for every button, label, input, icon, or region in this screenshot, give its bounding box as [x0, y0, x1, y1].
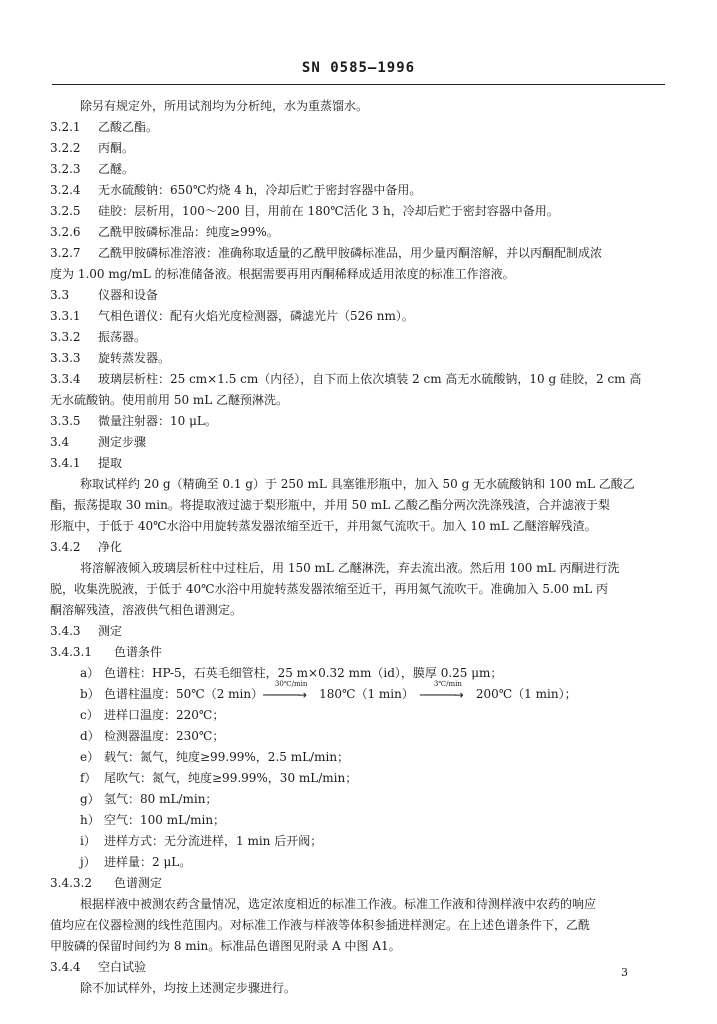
section-text: 硅胶：层析用，100～200 目，用前在 180℃活化 3 h，冷却后贮于密封容器中备用。 [98, 204, 559, 218]
list-text: 载气：氮气，纯度≥99.99%，2.5 mL/min； [104, 750, 350, 764]
list-text: 进样量：2 μL。 [104, 855, 192, 869]
section-number: 3.3.2 [50, 330, 81, 344]
section-item [50, 348, 650, 369]
list-text: 空气：100 mL/min； [104, 813, 226, 827]
section-item [50, 327, 650, 348]
header-rule [52, 84, 665, 85]
column-temp-start: 50℃（2 min） [176, 687, 264, 701]
section-item [50, 159, 650, 180]
section-number: 3.2.6 [50, 225, 81, 239]
section-number: 3.4.3.1 [50, 645, 92, 659]
ramp-rate-label: 30℃/min [274, 679, 308, 688]
section-number: 3.3.4 [50, 372, 81, 386]
section-item [50, 285, 650, 306]
paragraph-line: 称取试样约 20 g（精确至 0.1 g）于 250 mL 具塞锥形瓶中，加入 50 g 无水硫酸钠和 100 mL 乙酸乙 [80, 477, 635, 491]
list-item [50, 810, 650, 831]
section-item [50, 222, 650, 243]
section-text: 乙醚。 [98, 162, 135, 176]
ramp-rate-label: 3℃/min [433, 679, 462, 688]
paragraph-line: 除另有规定外，所用试剂均为分析纯，水为重蒸馏水。 [80, 99, 369, 113]
page-number: 3 [621, 966, 628, 979]
section-text: 测定 [98, 624, 123, 638]
paragraph-line: 酮溶解残渣，溶液供气相色谱测定。 [50, 603, 243, 617]
section-text: 测定步骤 [98, 435, 147, 449]
section-text: 仪器和设备 [98, 288, 159, 302]
paragraph-line: 酯，振荡提取 30 min。将提取液过滤于梨形瓶中，并用 50 mL 乙酸乙酯分两次洗涤残渣，合并滤液于梨 [50, 498, 610, 512]
section-number: 3.3 [50, 288, 70, 302]
section-number: 3.2.3 [50, 162, 81, 176]
section-item [50, 201, 650, 222]
list-text: 尾吹气：氮气，纯度≥99.99%，30 mL/min； [104, 771, 358, 785]
list-label: a） [80, 666, 100, 680]
section-number: 3.2.1 [50, 120, 81, 134]
section-text: 乙酰甲胺磷标准品：纯度≥99%。 [98, 225, 279, 239]
section-item [50, 117, 650, 138]
section-number: 3.2.4 [50, 183, 81, 197]
paragraph-line: 度为 1.00 mg/mL 的标准储备液。根据需要再用丙酮稀释成适用浓度的标准工作溶液。 [50, 267, 515, 281]
section-number: 3.4.1 [50, 456, 81, 470]
section-number: 3.4.2 [50, 540, 81, 554]
list-item [50, 705, 650, 726]
section-item [50, 537, 650, 558]
paragraph-line: 除不加试样外，均按上述测定步骤进行。 [80, 981, 297, 995]
list-label: c） [80, 708, 99, 722]
list-text: 进样口温度：220℃； [104, 708, 225, 722]
section-text: 色谱条件 [114, 645, 163, 659]
section-text: 旋转蒸发器。 [98, 351, 171, 365]
section-number: 3.3.1 [50, 309, 81, 323]
list-label: h） [80, 813, 100, 827]
section-number: 3.2.2 [50, 141, 81, 155]
list-item [50, 789, 650, 810]
section-item [50, 621, 650, 642]
column-temp-mid: 180℃（1 min） [319, 687, 414, 701]
section-text: 净化 [98, 540, 123, 554]
list-label: d） [80, 729, 100, 743]
section-text: 乙酰甲胺磷标准溶液：准确称取适量的乙酰甲胺磷标准品，用少量丙酮溶解，并以丙酮配制成浓 [98, 246, 603, 260]
list-item [50, 663, 650, 684]
paragraph-line: 将溶解液倾入玻璃层析柱中过柱后，用 150 mL 乙醚淋洗，弃去流出液。然后用 100 mL 丙酮进行洗 [80, 561, 620, 575]
arrow-icon: ────────→ [263, 687, 304, 702]
list-item [50, 747, 650, 768]
section-item [50, 138, 650, 159]
section-item [50, 432, 650, 453]
section-item [50, 873, 650, 894]
section-text: 无水硫酸钠：650℃灼烧 4 h，冷却后贮于密封容器中备用。 [98, 183, 422, 197]
section-text: 空白试验 [98, 960, 147, 974]
paragraph-line: 根据样液中被测农药含量情况，选定浓度相近的标准工作液。标准工作液和待测样液中农药的响应 [80, 897, 597, 911]
list-label: b） [80, 687, 100, 701]
list-item [50, 831, 650, 852]
section-text: 提取 [98, 456, 123, 470]
list-item [50, 726, 650, 747]
list-label: g） [80, 792, 100, 806]
section-text: 振荡器。 [98, 330, 147, 344]
list-item [50, 852, 650, 873]
list-label: i） [80, 834, 96, 848]
section-item [50, 369, 650, 390]
list-label: f） [80, 771, 97, 785]
paragraph-line: 无水硫酸钠。使用前用 50 mL 乙醚预淋洗。 [50, 393, 289, 407]
section-number: 3.2.7 [50, 246, 81, 260]
page-header: SN 0585—1996 [301, 60, 416, 76]
arrow-icon: ────────→ [419, 687, 461, 702]
section-number: 3.4.4 [50, 960, 81, 974]
list-label: e） [80, 750, 100, 764]
section-number: 3.4.3.2 [50, 876, 92, 890]
section-text: 微量注射器：10 μL。 [98, 414, 217, 428]
list-item-column-temperature [50, 679, 650, 705]
list-label: j） [80, 855, 96, 869]
section-text: 乙酸乙酯。 [98, 120, 159, 134]
list-text: 检测器温度：230℃； [104, 729, 225, 743]
ramp-arrow [419, 679, 476, 702]
list-text: 进样方式：无分流进样，1 min 后开阀； [104, 834, 323, 848]
section-number: 3.3.5 [50, 414, 81, 428]
section-item [50, 453, 650, 474]
section-item [50, 180, 650, 201]
paragraph-line: 甲胺磷的保留时间约为 8 min。标准品色谱图见附录 A 中图 A1。 [50, 939, 401, 953]
section-item [50, 243, 650, 264]
ramp-arrow [263, 679, 319, 702]
document-body [50, 96, 650, 999]
column-temp-label: 色谱柱温度： [104, 687, 177, 701]
section-text: 色谱测定 [114, 876, 163, 890]
list-text: 氢气：80 mL/min； [104, 792, 218, 806]
list-text: 色谱柱：HP-5，石英毛细管柱，25 m×0.32 mm（id），膜厚 0.25 μm； [104, 666, 503, 680]
section-item [50, 642, 650, 663]
section-text: 玻璃层析柱：25 cm×1.5 cm（内径），自下而上依次填装 2 cm 高无水硫酸钠，10 g 硅胶，2 cm 高 [98, 372, 642, 386]
list-item [50, 768, 650, 789]
section-text: 气相色谱仪：配有火焰光度检测器，磷滤光片（526 nm）。 [98, 309, 414, 323]
section-number: 3.4.3 [50, 624, 81, 638]
section-item [50, 411, 650, 432]
section-number: 3.3.3 [50, 351, 81, 365]
section-text: 丙酮。 [98, 141, 135, 155]
section-item [50, 306, 650, 327]
column-temp-end: 200℃（1 min）； [475, 687, 577, 701]
section-number: 3.4 [50, 435, 70, 449]
paragraph-line: 形瓶中，于低于 40℃水浴中用旋转蒸发器浓缩至近干，并用氮气流吹干。加入 10 mL 乙醚溶解残渣。 [50, 519, 597, 533]
section-item [50, 957, 650, 978]
paragraph-line: 脱，收集洗脱液，于低于 40℃水浴中用旋转蒸发器浓缩至近干，再用氮气流吹干。准确加入 5.00 mL 丙 [50, 582, 609, 596]
paragraph-line: 值均应在仪器检测的线性范围内。对标准工作液与样液等体积参插进样测定。在上述色谱条件下，乙酰 [50, 918, 591, 932]
section-number: 3.2.5 [50, 204, 81, 218]
